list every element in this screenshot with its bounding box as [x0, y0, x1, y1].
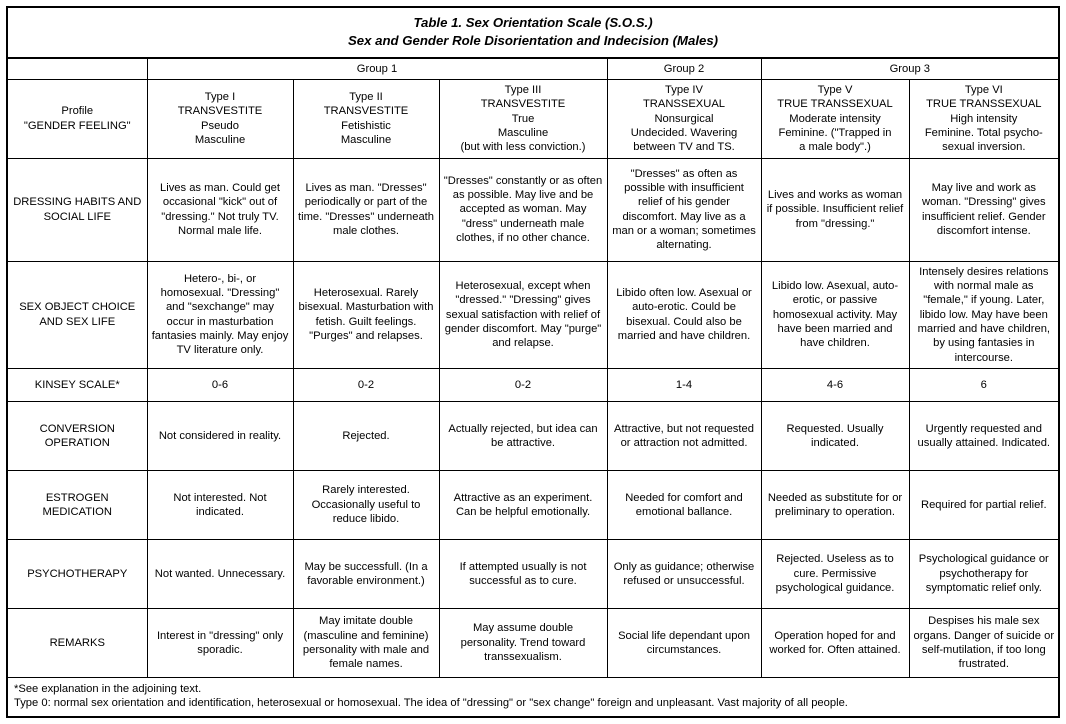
- table-row: [7, 608, 1059, 677]
- table-row: [7, 539, 1059, 608]
- cell-kinsey-type4: 1-4: [607, 368, 761, 401]
- table-title-line-1: Table 1. Sex Orientation Scale (S.O.S.): [413, 15, 653, 30]
- row-label-psychotherapy: PSYCHOTHERAPY: [7, 539, 147, 608]
- type-1-line-2: Pseudo: [201, 119, 239, 132]
- cell-kinsey-type6: 6: [909, 368, 1059, 401]
- type-column-2: [293, 79, 439, 158]
- table-row: [7, 158, 1059, 261]
- group-header-3: Group 3: [761, 58, 1059, 80]
- row-label-kinsey-scale: KINSEY SCALE*: [7, 368, 147, 401]
- cell-psychotherapy-type1: Not wanted. Unnecessary.: [147, 539, 293, 608]
- cell-sexobject-type4: Libido often low. Asexual or auto-erotic. Could be bisexual. Could also be married and have children.: [607, 261, 761, 368]
- table-row: [7, 368, 1059, 401]
- footnotes: [7, 677, 1059, 716]
- cell-remarks-type3: May assume double personality. Trend toward transsexualism.: [439, 608, 607, 677]
- cell-sexobject-type1: Hetero-, bi-, or homosexual. "Dressing" and "sexchange" may occur in masturbation fantasies mainly. May enjoy TV literature only.: [147, 261, 293, 368]
- cell-conversion-type1: Not considered in reality.: [147, 401, 293, 470]
- cell-psychotherapy-type6: Psychological guidance or psychotherapy for symptomatic relief only.: [909, 539, 1059, 608]
- cell-remarks-type5: Operation hoped for and worked for. Often attained.: [761, 608, 909, 677]
- type-4-line-2: Nonsurgical: [654, 112, 714, 125]
- type-5-line-3: Feminine. ("Trapped in: [778, 126, 892, 139]
- cell-conversion-type3: Actually rejected, but idea can be attractive.: [439, 401, 607, 470]
- footnote-line-1: *See explanation in the adjoining text.: [14, 682, 202, 695]
- type-5-name: Type V: [817, 83, 853, 96]
- type-4-line-1: TRANSSEXUAL: [642, 98, 726, 111]
- cell-sexobject-type6: Intensely desires relations with normal male as "female," if young. Later, libido low. May have been married and have children, by using fantasies in intercourse.: [909, 261, 1059, 368]
- type-1-line-3: Masculine: [194, 134, 246, 147]
- type-6-line-4: sexual inversion.: [942, 141, 1026, 154]
- row-label-dressing-habits: DRESSING HABITS AND SOCIAL LIFE: [7, 158, 147, 261]
- cell-dressing-type2: Lives as man. "Dresses" periodically or part of the time. "Dresses" underneath male clothes.: [293, 158, 439, 261]
- type-6-line-2: High intensity: [950, 112, 1018, 125]
- profile-label: [7, 79, 147, 158]
- cell-remarks-type4: Social life dependant upon circumstances.: [607, 608, 761, 677]
- type-column-5: [761, 79, 909, 158]
- cell-dressing-type6: May live and work as woman. "Dressing" gives insufficient relief. Gender discomfort intense.: [909, 158, 1059, 261]
- type-4-line-3: Undecided. Wavering: [630, 126, 738, 139]
- cell-remarks-type2: May imitate double (masculine and feminine) personality with male and female names.: [293, 608, 439, 677]
- cell-kinsey-type2: 0-2: [293, 368, 439, 401]
- cell-sexobject-type3: Heterosexual, except when "dressed." "Dressing" gives sexual satisfaction with relief of gender discomfort. May "purge" and relapse.: [439, 261, 607, 368]
- cell-dressing-type3: "Dresses" constantly or as often as possible. May live and be accepted as woman. May "dress" underneath male clothes, if no other chance.: [439, 158, 607, 261]
- cell-kinsey-type5: 4-6: [761, 368, 909, 401]
- cell-psychotherapy-type2: May be successfull. (In a favorable environment.): [293, 539, 439, 608]
- group-header-corner: [7, 58, 147, 80]
- type-3-line-2: True: [511, 112, 535, 125]
- table-row: [7, 401, 1059, 470]
- cell-estrogen-type5: Needed as substitute for or preliminary to operation.: [761, 470, 909, 539]
- cell-estrogen-type4: Needed for comfort and emotional ballance.: [607, 470, 761, 539]
- sos-table: [6, 6, 1060, 718]
- type-1-line-1: TRANSVESTITE: [177, 105, 263, 118]
- type-column-4: [607, 79, 761, 158]
- table-title-line-2: Sex and Gender Role Disorientation and Indecision (Males): [348, 32, 719, 48]
- cell-conversion-type4: Attractive, but not requested or attraction not admitted.: [607, 401, 761, 470]
- type-column-1: [147, 79, 293, 158]
- type-5-line-1: TRUE TRANSSEXUAL: [777, 98, 893, 111]
- cell-conversion-type5: Requested. Usually indicated.: [761, 401, 909, 470]
- group-header-row: [7, 58, 1059, 80]
- title-row: [7, 7, 1059, 58]
- cell-psychotherapy-type5: Rejected. Useless as to cure. Permissive psychological guidance.: [761, 539, 909, 608]
- type-5-line-4: a male body".): [799, 141, 871, 154]
- type-4-name: Type IV: [665, 83, 703, 96]
- cell-sexobject-type2: Heterosexual. Rarely bisexual. Masturbation with fetish. Guilt feelings. "Purges" and relapses.: [293, 261, 439, 368]
- table-title: [7, 7, 1059, 58]
- cell-estrogen-type2: Rarely interested. Occasionally useful to reduce libido.: [293, 470, 439, 539]
- type-6-line-1: TRUE TRANSSEXUAL: [926, 98, 1042, 111]
- table-row: [7, 261, 1059, 368]
- cell-remarks-type6: Despises his male sex organs. Danger of suicide or self-mutilation, if too long frustrated.: [909, 608, 1059, 677]
- footnote-line-2: Type 0: normal sex orientation and identification, heterosexual or homosexual. The idea of "dressing" or "sex change" foreign and unpleasant. Vast majority of all people.: [14, 697, 848, 710]
- type-2-name: Type II: [349, 91, 383, 104]
- cell-conversion-type6: Urgently requested and usually attained. Indicated.: [909, 401, 1059, 470]
- type-3-line-3: Masculine: [497, 126, 549, 139]
- footnote-row: [7, 677, 1059, 716]
- cell-psychotherapy-type4: Only as guidance; otherwise refused or unsuccessful.: [607, 539, 761, 608]
- type-4-line-4: between TV and TS.: [633, 141, 735, 154]
- profile-label-line-2: "GENDER FEELING": [23, 119, 131, 132]
- profile-label-line-1: Profile: [61, 105, 94, 118]
- type-column-3: [439, 79, 607, 158]
- row-label-estrogen-medication: ESTROGEN MEDICATION: [7, 470, 147, 539]
- type-2-line-1: TRANSVESTITE: [323, 105, 409, 118]
- cell-remarks-type1: Interest in "dressing" only sporadic.: [147, 608, 293, 677]
- cell-conversion-type2: Rejected.: [293, 401, 439, 470]
- group-header-1: Group 1: [147, 58, 607, 80]
- profile-row: [7, 79, 1059, 158]
- cell-dressing-type4: "Dresses" as often as possible with insufficient relief of his gender discomfort. May live as a man or a woman; sometimes alternating.: [607, 158, 761, 261]
- type-3-line-1: TRANSVESTITE: [480, 98, 566, 111]
- type-1-name: Type I: [204, 91, 236, 104]
- type-3-name: Type III: [504, 83, 542, 96]
- cell-kinsey-type3: 0-2: [439, 368, 607, 401]
- type-6-line-3: Feminine. Total psycho-: [924, 126, 1043, 139]
- type-2-line-3: Masculine: [340, 134, 392, 147]
- row-label-conversion-operation: CONVERSION OPERATION: [7, 401, 147, 470]
- cell-estrogen-type3: Attractive as an experiment. Can be helpful emotionally.: [439, 470, 607, 539]
- type-3-line-4: (but with less conviction.): [460, 141, 586, 154]
- type-6-name: Type VI: [964, 83, 1003, 96]
- cell-estrogen-type1: Not interested. Not indicated.: [147, 470, 293, 539]
- type-column-6: [909, 79, 1059, 158]
- group-header-2: Group 2: [607, 58, 761, 80]
- cell-sexobject-type5: Libido low. Asexual, auto-erotic, or passive homosexual activity. May have been married and have children.: [761, 261, 909, 368]
- cell-dressing-type1: Lives as man. Could get occasional "kick" out of "dressing." Not truly TV. Normal male life.: [147, 158, 293, 261]
- row-label-sex-object-choice: SEX OBJECT CHOICE AND SEX LIFE: [7, 261, 147, 368]
- cell-dressing-type5: Lives and works as woman if possible. Insufficient relief from "dressing.": [761, 158, 909, 261]
- row-label-remarks: REMARKS: [7, 608, 147, 677]
- cell-kinsey-type1: 0-6: [147, 368, 293, 401]
- cell-psychotherapy-type3: If attempted usually is not successful as to cure.: [439, 539, 607, 608]
- type-2-line-2: Fetishistic: [341, 119, 391, 132]
- cell-estrogen-type6: Required for partial relief.: [909, 470, 1059, 539]
- table-row: [7, 470, 1059, 539]
- type-5-line-2: Moderate intensity: [789, 112, 881, 125]
